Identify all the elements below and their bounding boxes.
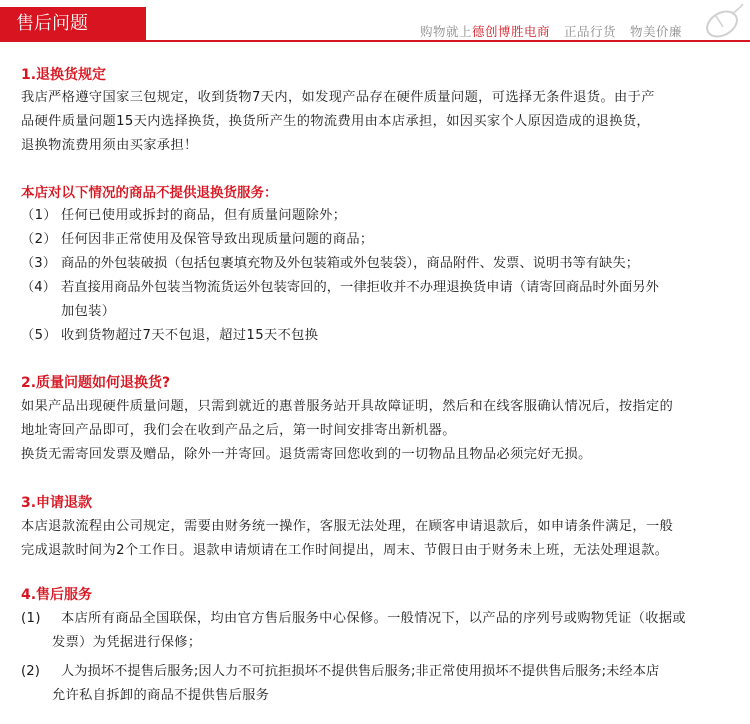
section-2-line: 换货无需寄回发票及赠品，除外一并寄回。退货需寄回您收到的一切物品且物品必须完好无损。 xyxy=(21,447,592,462)
service-item xyxy=(21,660,659,684)
exclusion-item xyxy=(21,324,318,348)
section-1-line: 我店严格遵守国家三包规定，收到货物7天内，如发现产品存在硬件质量问题，可选择无条件退货。由于产 xyxy=(21,90,655,105)
section-3-line: 本店退款流程由公司规定，需要由财务统一操作，客服无法处理，在顾客申请退款后，如申请条件满足，一般 xyxy=(21,519,674,534)
section-1-line: 退换物流费用须由买家承担！ xyxy=(21,138,198,153)
exclusion-text: 商品的外包装破损（包括包裹填充物及外包装箱或外包装袋），商品附件、发票、说明书等有缺失； xyxy=(61,256,640,271)
slogan-price: 物美价廉 xyxy=(629,24,682,39)
service-item xyxy=(21,607,686,631)
page-title: 售后问题 xyxy=(0,7,146,41)
service-continuation: 发票）为凭据进行保修； xyxy=(52,635,202,650)
exclusion-item xyxy=(21,276,659,300)
page-header xyxy=(0,0,750,48)
exclusion-item xyxy=(21,204,346,228)
section-1-line: 品硬件质量问题15天内选择换货，换货所产生的物流费用由本店承担，如因买家个人原因造成的退换货， xyxy=(21,114,651,129)
service-text: 本店所有商品全国联保，均由官方售后服务中心保修。一般情况下，以产品的序列号或购物凭证（收据或 xyxy=(61,611,687,626)
exclusions-title: 本店对以下情况的商品不提供退换货服务： xyxy=(21,185,278,201)
header-divider xyxy=(0,40,750,42)
exclusion-num: （2） xyxy=(21,232,57,247)
service-continuation: 允许私自拆卸的商品不提供售后服务 xyxy=(52,688,270,703)
slogan-prefix: 购物就上 xyxy=(419,24,472,39)
mouse-logo-icon xyxy=(696,2,746,46)
exclusion-num: （5） xyxy=(21,328,57,343)
exclusion-continuation: 加包装） xyxy=(61,304,116,319)
exclusion-item xyxy=(21,228,374,252)
exclusion-text: 收到货物超过7天不包退，超过15天不包换 xyxy=(61,328,319,343)
exclusion-text: 任何因非正常使用及保管导致出现质量问题的商品； xyxy=(61,232,374,247)
store-slogan xyxy=(420,22,682,40)
exclusion-item xyxy=(21,252,639,276)
exclusion-num: （4） xyxy=(21,280,57,295)
exclusion-num: （3） xyxy=(21,256,57,271)
section-3-line: 完成退款时间为2个工作日。退款申请烦请在工作时间提出，周末、节假日由于财务未上班，无法处理退款。 xyxy=(21,543,669,558)
section-2-title: 2.质量问题如何退换货? xyxy=(21,375,171,391)
section-3-title: 3.申请退款 xyxy=(21,495,93,511)
exclusion-num: （1） xyxy=(21,208,57,223)
service-num: (1) xyxy=(21,611,41,626)
section-4-title: 4.售后服务 xyxy=(21,587,93,603)
service-text: 人为损坏不提售后服务;因人力不可抗拒损坏不提供售后服务;非正常使用损坏不提供售后服务;未经本店 xyxy=(61,664,660,679)
slogan-quality: 正品行货 xyxy=(563,24,616,39)
exclusion-text: 任何已使用或拆封的商品，但有质量问题除外； xyxy=(61,208,347,223)
exclusion-text: 若直接用商品外包装当物流货运外包装寄回的，一律拒收并不办理退换货申请（请寄回商品时外面另外 xyxy=(61,280,659,295)
service-num: (2) xyxy=(21,664,40,679)
section-1-title: 1.退换货规定 xyxy=(21,67,107,83)
brand-name: 德创博胜电商 xyxy=(471,24,550,39)
section-2-line: 地址寄回产品即可，我们会在收到产品之后，第一时间安排寄出新机器。 xyxy=(21,423,456,438)
section-2-line: 如果产品出现硬件质量问题，只需到就近的惠普服务站开具故障证明，然后和在线客服确认情况后，按指定的 xyxy=(21,399,674,414)
